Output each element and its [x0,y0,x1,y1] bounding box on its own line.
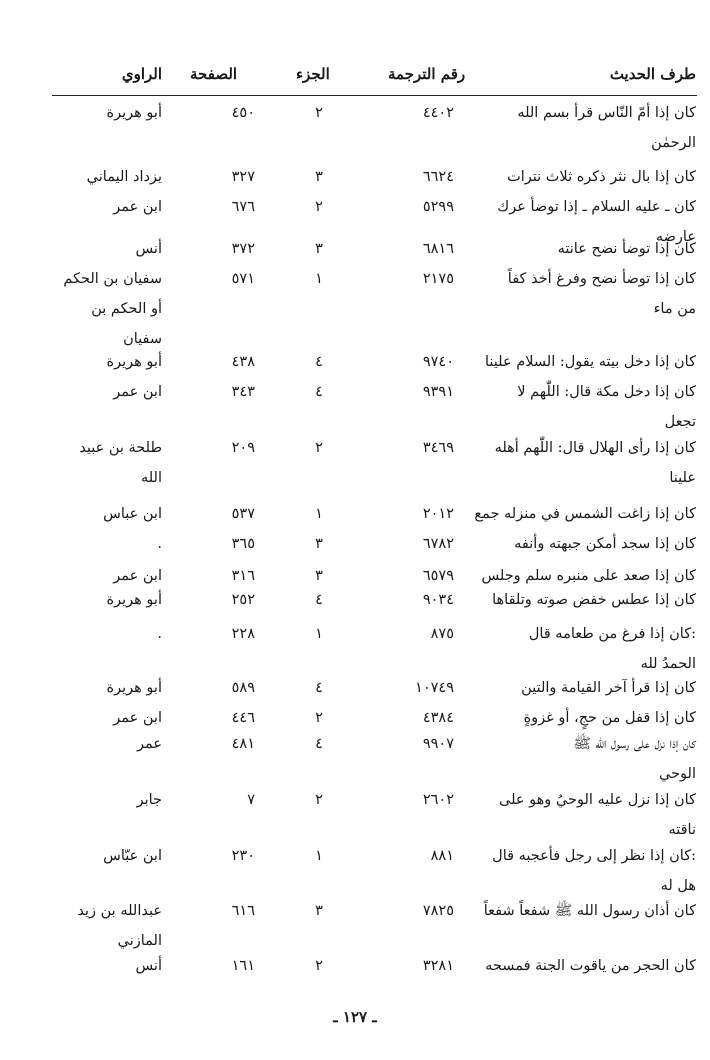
juz-number: ٤ [315,384,323,400]
juz-number: ١ [315,271,323,287]
tarjama-number: ٢٦٠٢ [422,792,454,808]
narrator-name: أبو هريرة [106,592,162,608]
tarjama-number: ٩٠٣٤ [422,592,454,608]
page-ref: ٥٨٩ [231,680,255,696]
tarjama-number: ٢١٧٥ [422,271,454,287]
tarjama-number: ٦٥٧٩ [422,568,454,584]
page-ref: ٣٦٥ [231,536,255,552]
narrator-name: ابن عبّاس [103,848,162,864]
page-ref: ٣١٦ [231,568,255,584]
page-ref: ٣٧٢ [231,241,255,257]
juz-number: ١ [315,848,323,864]
page-number: ـ ١٢٧ ـ [333,1008,377,1026]
juz-number: ٣ [315,568,323,584]
hadith-text: كان إذا سجد أمكن جبهته وأنفه [514,536,696,552]
page-ref: ٤٨١ [231,736,255,752]
tarjama-number: ٣٢٨١ [422,958,454,974]
hadith-text: كان إذا فرغ من طعامه قال: [528,626,696,642]
juz-number: ٣ [315,241,323,257]
hadith-text: ناقته [668,822,696,838]
hadith-text: الحمدُ لله [640,656,696,672]
narrator-name: ابن عباس [103,506,162,522]
tarjama-number: ٩٧٤٠ [422,354,454,370]
juz-number: ٤ [315,592,323,608]
hadith-text: كان أذان رسول الله ﷺ شفعاً شفعاً [483,903,696,919]
narrator-name: طلحة بن عبيد [79,440,162,456]
hadith-text: علينا [669,470,696,486]
page-ref: ٧ [247,792,255,808]
page-ref: ٢٣٠ [231,848,255,864]
hadith-text: تجعل [664,414,696,430]
hadith-text: كان إذا دخل بيته يقول: السلام علينا [484,354,696,370]
juz-number: ٢ [315,710,323,726]
juz-number: ٢ [315,958,323,974]
page-ref: ٥٣٧ [231,506,255,522]
narrator-name: ابن عمر [113,710,162,726]
narrator-name: الله [140,470,162,486]
narrator-name: ابن عمر [113,384,162,400]
narrator-name: أو الحكم بن [91,301,162,317]
hadith-text: كان إذا بال نثر ذكره ثلاث نترات [507,169,696,185]
narrator-name: . [157,536,162,552]
hadith-text: كان ـ عليه السلام ـ إذا توضأ عرك [497,199,696,215]
juz-number: ٢ [315,792,323,808]
juz-number: ٣ [315,169,323,185]
hadith-text: كان إذا أمّ النّاس قرأ بسم الله [517,105,696,121]
narrator-name: المازني [117,933,162,949]
page-ref: ٤٣٨ [231,354,255,370]
narrator-name: ابن عمر [113,199,162,215]
tarjama-number: ٦٨١٦ [422,241,454,257]
page-ref: ٤٥٠ [231,105,255,121]
juz-number: ٢ [315,105,323,121]
narrator-name: ابن عمر [113,568,162,584]
hadith-text: كان إذا توضأ نضح وفرغ أخذ كفاً [507,271,696,287]
hadith-text: كان الحجر من ياقوت الجنة فمسحه [485,958,696,974]
juz-number: ٢ [315,440,323,456]
hadith-text: كان إذا نزل على رسول الله ﷺ [573,736,696,752]
tarjama-number: ١٠٧٤٩ [415,680,454,696]
tarjama-number: ٦٦٢٤ [422,169,454,185]
tarjama-number: ٩٣٩١ [422,384,454,400]
page-ref: ٦٧٦ [231,199,255,215]
header-hadith: طرف الحديث [609,65,696,83]
narrator-name: أنس [135,241,162,257]
hadith-text: الرحمٰن [651,135,696,151]
tarjama-number: ٤٣٨٤ [422,710,454,726]
page-ref: ٦١٦ [231,903,255,919]
page-ref: ٢٠٩ [231,440,255,456]
juz-number: ٣ [315,536,323,552]
page-ref: ١٦١ [231,958,255,974]
hadith-text: كان إذا نزل عليه الوحيُ وهو على [499,792,696,808]
juz-number: ١ [315,626,323,642]
hadith-text: كان إذا قرأ آخر القيامة والتين [521,680,696,696]
header-juz: الجزء [296,65,330,83]
header-tarjama: رقم الترجمة [388,65,466,83]
juz-number: ٤ [315,736,323,752]
tarjama-number: ٨٧٥ [430,626,454,642]
narrator-name: أبو هريرة [106,354,162,370]
hadith-text: كان إذا قفل من حجٍ، أو غزوةٍ [523,710,696,726]
narrator-name: أنس [135,958,162,974]
narrator-name: يزداد اليماني [86,169,162,185]
narrator-name: سفيان [123,331,162,347]
page-ref: ٥٧١ [231,271,255,287]
hadith-text: عارضه [655,229,696,245]
hadith-text: كان إذا توضأ نضح عانته [557,241,696,257]
hadith-text: كان إذا رأى الهلال قال: اللّٰهم أهله [494,440,696,456]
narrator-name: سفيان بن الحكم [63,271,162,287]
narrator-name: أبو هريرة [106,105,162,121]
tarjama-number: ٥٢٩٩ [422,199,454,215]
hadith-text: كان إذا صعد على منبره سلم وجلس [481,568,696,584]
hadith-text: كان إذا نظر إلى رجل فأعجبه قال: [492,848,696,864]
tarjama-number: ٤٤٠٢ [422,105,454,121]
hadith-text: كان إذا دخل مكة قال: اللّٰهم لا [517,384,696,400]
juz-number: ١ [315,506,323,522]
hadith-text: من ماء [653,301,696,317]
page-ref: ٢٢٨ [231,626,255,642]
hadith-text: الوحي [659,766,696,782]
tarjama-number: ٩٩٠٧ [422,736,454,752]
juz-number: ٤ [315,680,323,696]
tarjama-number: ٨٨١ [430,848,454,864]
hadith-text: كان إذا زاغت الشمس في منزله جمع [474,506,696,522]
juz-number: ٢ [315,199,323,215]
hadith-text: كان إذا عطس خفض صوته وتلقاها [492,592,696,608]
narrator-name: جابر [136,792,162,808]
tarjama-number: ٦٧٨٢ [422,536,454,552]
hadith-text: هل له [660,878,696,894]
page-ref: ٣٤٣ [231,384,255,400]
narrator-name: أبو هريرة [106,680,162,696]
narrator-name: عمر [136,736,162,752]
header-rawi: الراوي [121,65,162,83]
narrator-name: . [157,626,162,642]
tarjama-number: ٧٨٢٥ [422,903,454,919]
header-safha: الصفحة [190,65,238,83]
page-ref: ٢٥٢ [231,592,255,608]
tarjama-number: ٣٤٦٩ [422,440,454,456]
tarjama-number: ٢٠١٢ [422,506,454,522]
juz-number: ٤ [315,354,323,370]
page-ref: ٤٤٦ [231,710,255,726]
header-divider [52,95,697,96]
juz-number: ٣ [315,903,323,919]
page-ref: ٣٢٧ [231,169,255,185]
narrator-name: عبدالله بن زيد [77,903,162,919]
